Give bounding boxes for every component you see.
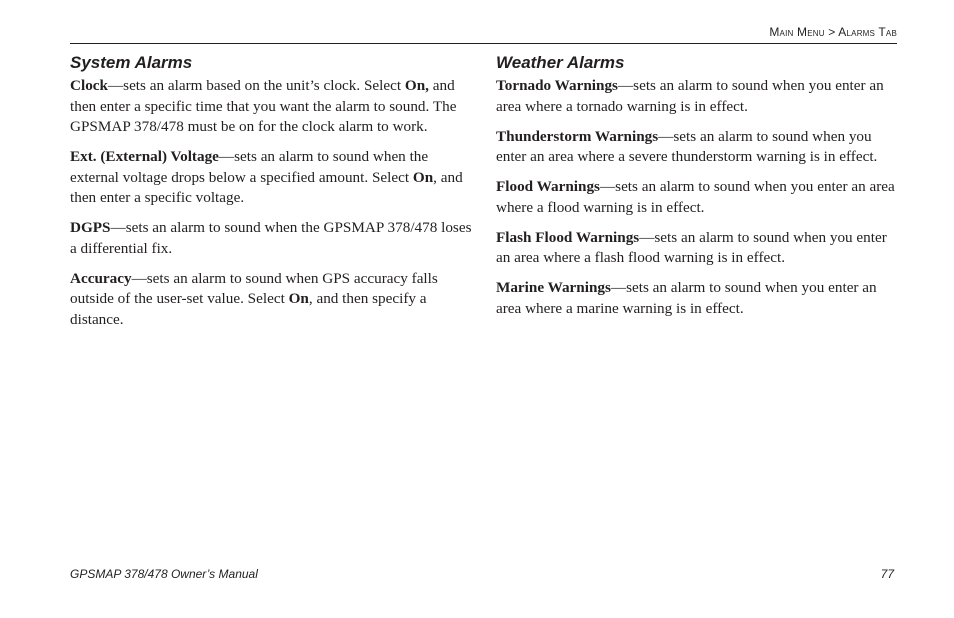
description: and then enter a specific time that you want the alarm to sound. The GPSMAP 378/478 must be on for the clock alarm to work. xyxy=(70,77,457,135)
page-number: 77 xyxy=(880,567,894,581)
breadcrumb: Main Menu > Alarms Tab xyxy=(769,25,897,39)
description: , and then enter a specific voltage. xyxy=(70,168,463,206)
term: Tornado Warnings xyxy=(496,77,618,94)
system-alarms-section xyxy=(70,52,472,340)
description: —sets an alarm to sound when you enter an area where a marine warning is in effect. xyxy=(496,279,877,317)
marine-paragraph xyxy=(496,278,900,319)
option-name: On xyxy=(412,168,434,186)
dgps-paragraph xyxy=(70,218,472,259)
description: —sets an alarm to sound when the external voltage drops below a specified amount. Select xyxy=(70,148,429,186)
term: Flood Warnings xyxy=(496,178,600,195)
option-name: On xyxy=(288,290,309,307)
term: Accuracy xyxy=(70,269,132,287)
description: —sets an alarm to sound when GPS accuracy falls outside of the user-set value. Select xyxy=(70,269,438,307)
section-heading: Weather Alarms xyxy=(496,53,625,72)
description: —sets an alarm to sound when you enter an area where a severe thunderstorm warning is in effect. xyxy=(496,127,878,165)
term: Thunderstorm Warnings xyxy=(496,127,659,145)
weather-alarms-section xyxy=(496,52,900,329)
flash-flood-paragraph xyxy=(496,228,900,269)
tornado-paragraph xyxy=(496,76,900,117)
description: —sets an alarm based on the unit’s clock. Select xyxy=(107,77,405,94)
term: DGPS xyxy=(70,219,111,236)
term: Marine Warnings xyxy=(496,279,611,296)
description: —sets an alarm to sound when you enter an area where a flash flood warning is in effect. xyxy=(496,228,887,266)
term: Ext. (External) Voltage xyxy=(70,148,219,165)
thunderstorm-paragraph xyxy=(496,127,900,168)
description: —sets an alarm to sound when you enter an area where a tornado warning is in effect. xyxy=(496,77,884,115)
term: Clock xyxy=(70,77,108,94)
clock-paragraph xyxy=(70,76,472,138)
option-name: On, xyxy=(404,77,429,94)
accuracy-paragraph xyxy=(70,269,472,331)
term: Flash Flood Warnings xyxy=(496,228,640,246)
description: —sets an alarm to sound when you enter an area where a flood warning is in effect. xyxy=(496,178,895,216)
manual-title: GPSMAP 378/478 Owner’s Manual xyxy=(70,567,258,581)
voltage-paragraph xyxy=(70,147,472,209)
description: —sets an alarm to sound when the GPSMAP 378/478 loses a differential fix. xyxy=(70,219,472,257)
flood-paragraph xyxy=(496,177,900,218)
section-heading: System Alarms xyxy=(70,53,193,72)
header-rule xyxy=(70,43,897,44)
description: , and then specify a distance. xyxy=(70,290,427,328)
